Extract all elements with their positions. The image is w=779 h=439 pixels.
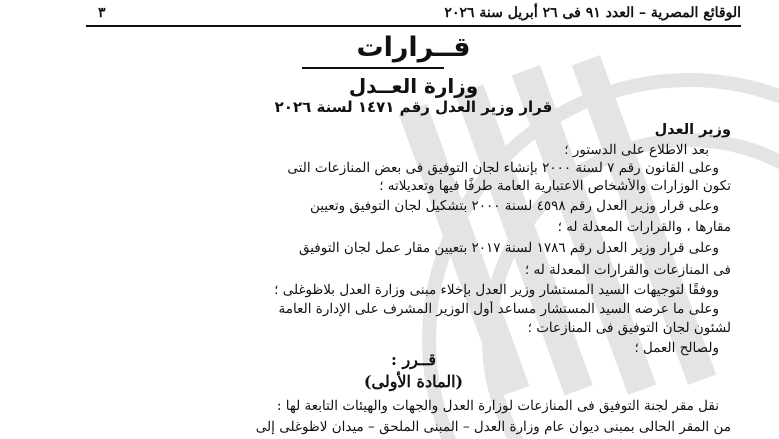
paragraph: من المقر الحالى بمبنى ديوان عام وزارة العدل – المبنى الملحق – ميدان لاظوغلى إلى [255,419,731,435]
paragraph: ولصالح العمل ؛ [634,340,719,356]
page-number: ٣ [98,5,106,21]
title-underline [302,67,444,69]
minister-label: وزير العدل [654,122,731,138]
paragraph: تكون الوزارات والأشخاص الاعتبارية العامة طرفًا فيها وتعديلاته ؛ [379,178,731,194]
paragraph: وعلى قرار وزير العدل رقم ٤٥٩٨ لسنة ٢٠٠٠ بتشكيل لجان التوفيق وتعيين [309,198,719,214]
decided-heading: قــرر : [390,350,437,369]
paragraph: وعلى ما عرضه السيد المستشار مساعد أول الوزير المشرف على الإدارة العامة [278,301,719,317]
paragraph: وعلى القانون رقم ٧ لسنة ٢٠٠٠ بإنشاء لجان التوفيق فى بعض المنازعات التى [287,160,719,176]
paragraph: بعد الاطلاع على الدستور ؛ [564,142,709,158]
ministry-name: وزارة العــدل [348,74,479,98]
article-title: (المادة الأولى) [363,372,464,391]
paragraph: وعلى قرار وزير العدل رقم ١٧٨٦ لسنة ٢٠١٧ بتعيين مقار عمل لجان التوفيق [298,240,719,256]
paragraph: مقارها ، والقرارات المعدلة له ؛ [557,219,731,235]
gazette-header-title: الوقائع المصرية – العدد ٩١ فى ٢٦ أبريل سنة ٢٠٢٦ [444,5,741,21]
paragraph: لشئون لجان التوفيق فى المنازعات ؛ [527,320,731,336]
paragraph: نقل مقر لجنة التوفيق فى المنازعات لوزارة العدل والجهات والهيئات التابعة لها : [276,398,719,414]
header-divider [86,25,741,27]
decision-number: قرار وزير العدل رقم ١٤٧١ لسنة ٢٠٢٦ [274,98,553,116]
page-title: قــرارات [356,32,471,63]
paragraph: فى المنازعات والقرارات المعدلة له ؛ [524,262,731,278]
page-header [0,4,779,24]
paragraph: ووفقًا لتوجيهات السيد المستشار وزير العدل بإخلاء مبنى وزارة العدل بلاظوغلى ؛ [274,282,719,298]
